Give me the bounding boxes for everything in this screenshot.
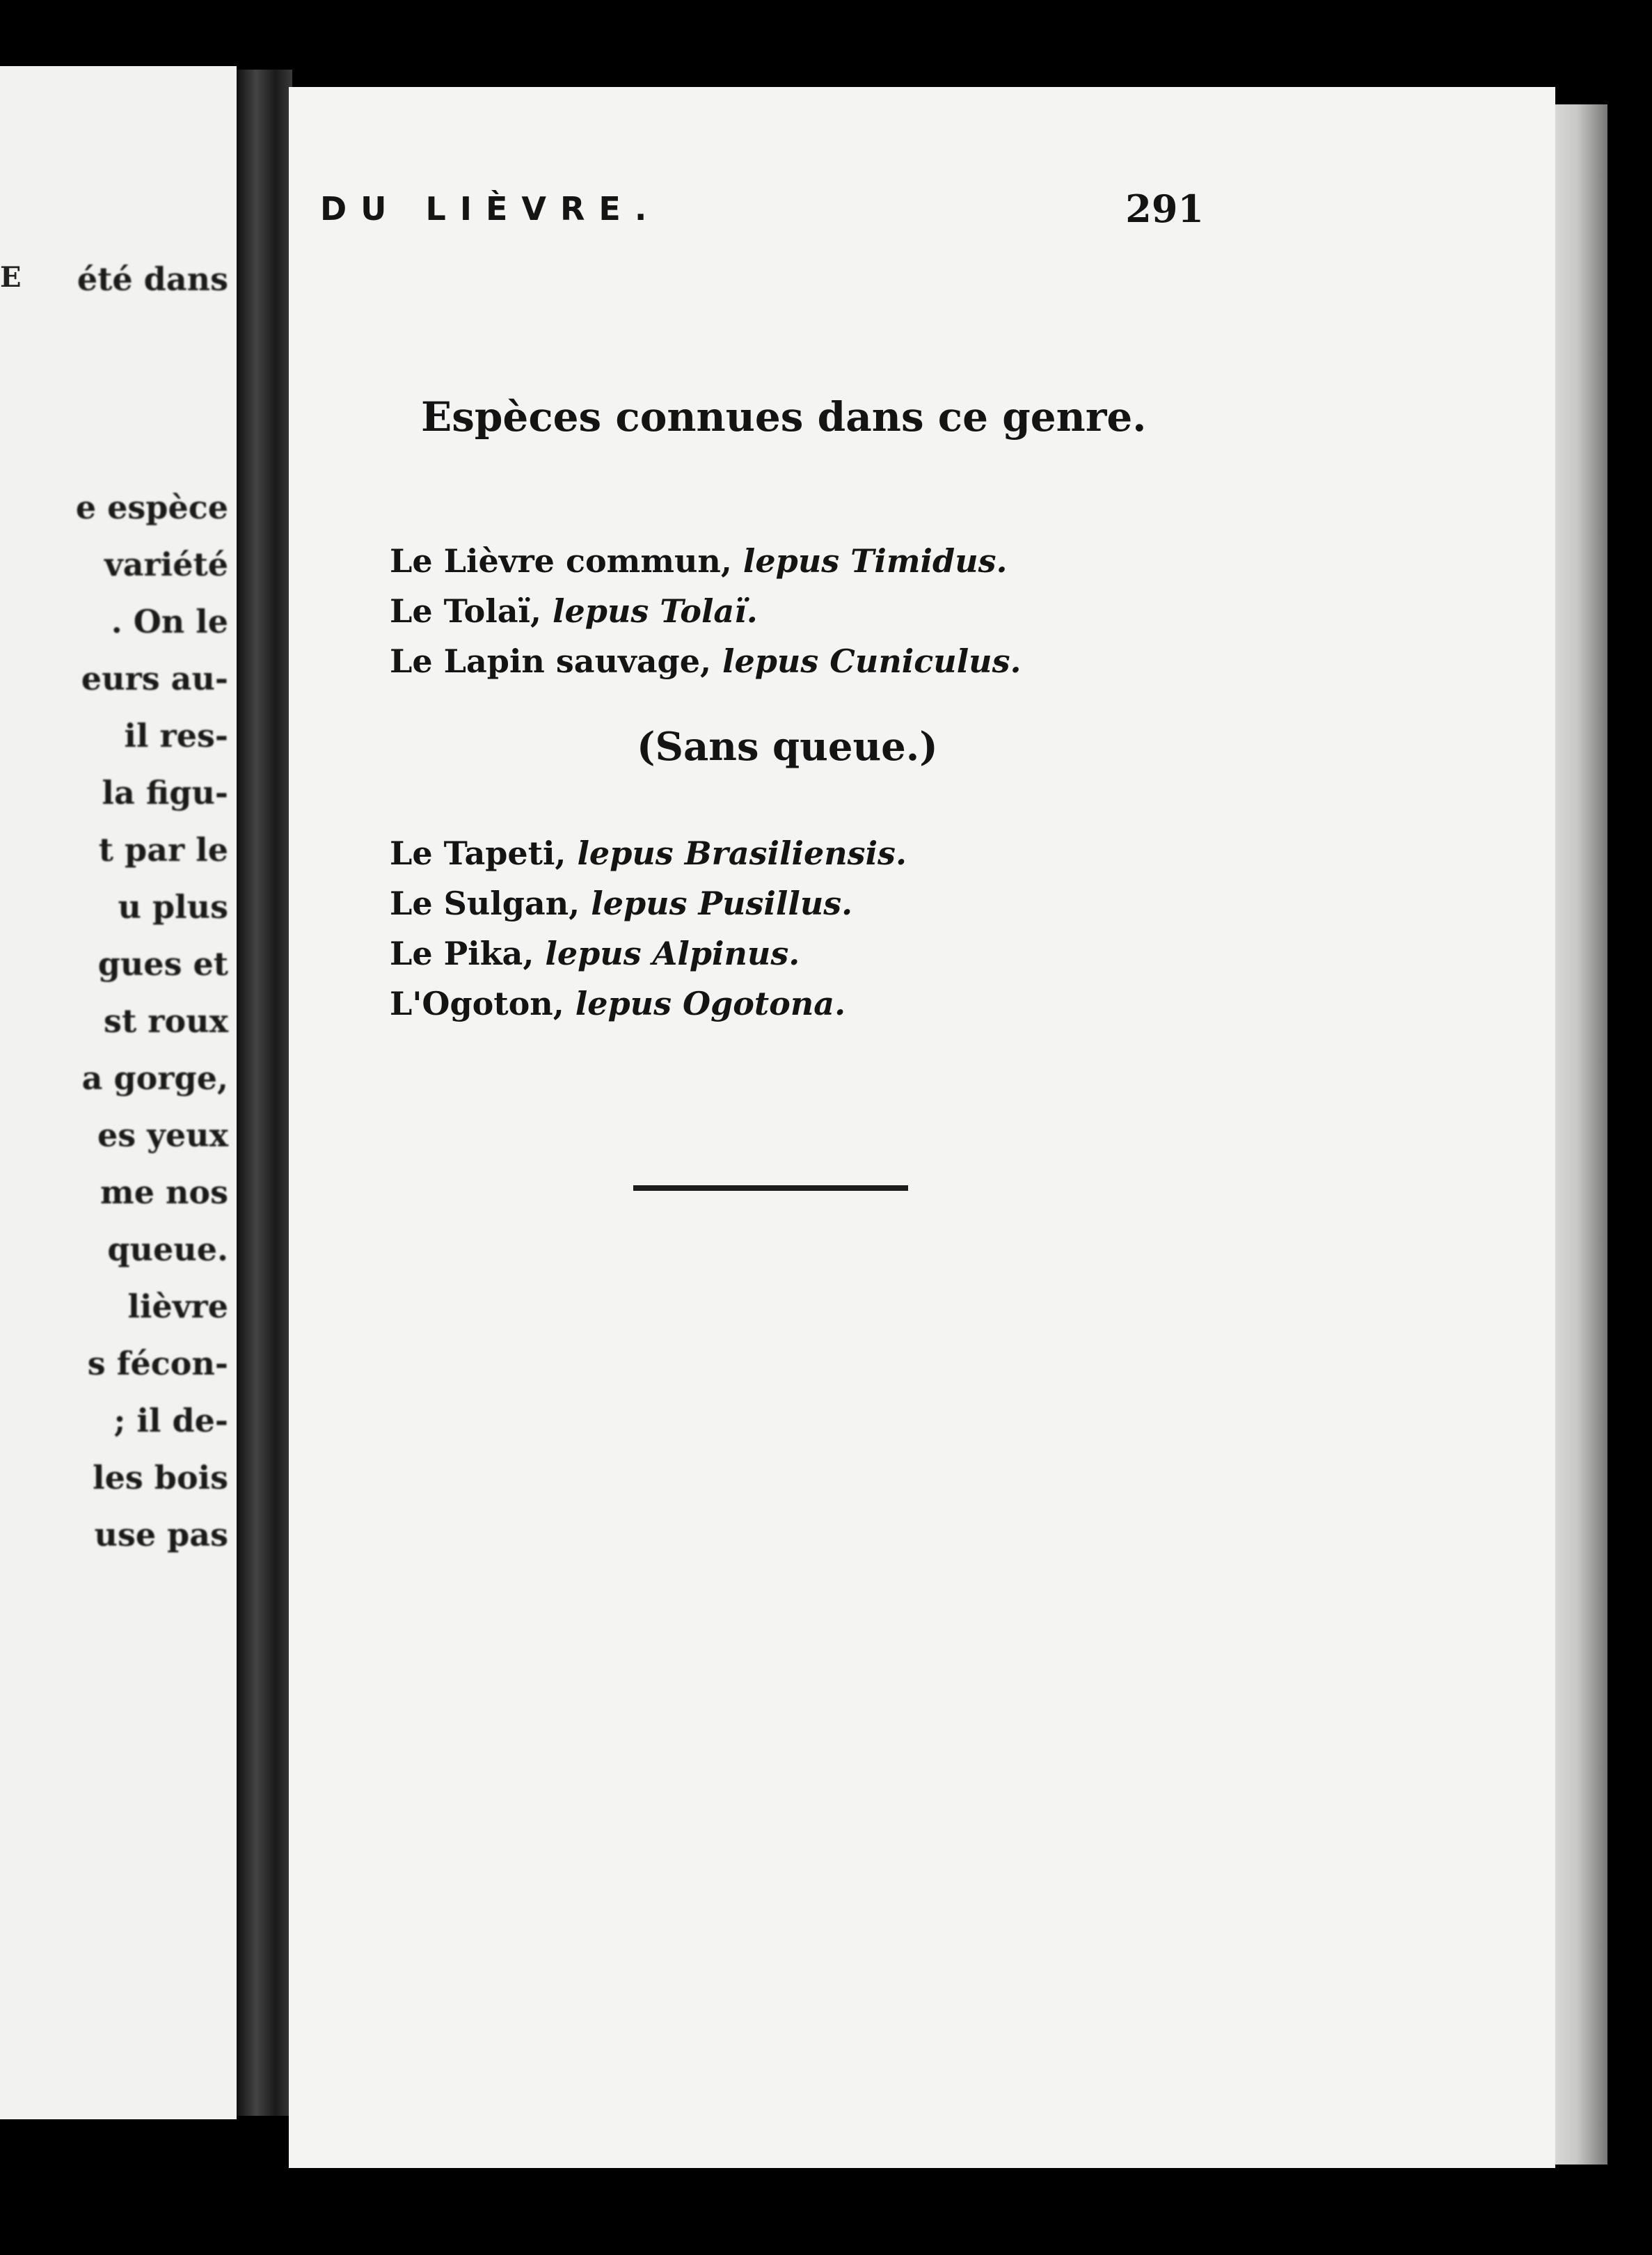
left-page-line	[76, 365, 228, 422]
page-number: 291	[1125, 187, 1204, 231]
species-common-name: Le Tapeti,	[390, 834, 578, 872]
left-page-line: t par le	[98, 831, 228, 869]
species-latin-name: lepus Brasiliensis.	[577, 834, 907, 872]
left-page-line: la figu-	[102, 774, 228, 812]
left-page-line: ; il de-	[113, 1402, 228, 1439]
left-page-header: E	[0, 261, 22, 294]
species-list	[390, 536, 1022, 686]
left-page-line: il res-	[124, 717, 228, 754]
left-page-line: u plus	[118, 888, 228, 926]
subheading-sans-queue: (Sans queue.)	[637, 724, 938, 770]
left-page-line: gues et	[97, 945, 228, 983]
left-page-line: e espèce	[75, 489, 228, 526]
species-common-name: Le Sulgan,	[390, 885, 591, 922]
left-page-line	[76, 422, 228, 479]
species-item	[390, 979, 907, 1029]
left-page-line: use pas	[94, 1516, 228, 1553]
facing-left-page	[0, 66, 237, 2119]
left-page-line: eurs au-	[81, 660, 228, 697]
left-page-line	[76, 308, 228, 365]
left-page-line: es yeux	[97, 1116, 228, 1154]
section-title: Espèces connues dans ce genre.	[421, 393, 1147, 441]
species-item	[390, 828, 907, 878]
closing-rule	[633, 1185, 908, 1191]
species-common-name: Le Lièvre commun,	[390, 542, 743, 580]
species-list	[390, 828, 907, 1029]
left-page-line: lièvre	[127, 1288, 228, 1325]
left-page-line: variété	[104, 546, 228, 583]
species-latin-name: lepus Pusillus.	[591, 885, 853, 922]
book-binding	[237, 70, 292, 2116]
species-common-name: L'Ogoton,	[390, 985, 575, 1022]
species-item	[390, 928, 907, 979]
species-latin-name: lepus Ogotona.	[575, 985, 846, 1022]
left-page-line: queue.	[107, 1231, 228, 1268]
left-page-line: me nos	[100, 1173, 228, 1211]
left-page-line: a gorge,	[81, 1059, 228, 1097]
species-latin-name: lepus Timidus.	[742, 542, 1008, 580]
species-item	[390, 878, 907, 928]
species-common-name: Le Lapin sauvage,	[390, 642, 723, 680]
species-latin-name: lepus Cuniculus.	[722, 642, 1022, 680]
running-head-title: DU LIÈVRE.	[320, 190, 661, 228]
left-page-line: s fécon-	[87, 1345, 228, 1382]
left-page-line: les bois	[93, 1459, 228, 1496]
species-item	[390, 536, 1022, 586]
species-latin-name: lepus Tolaï.	[553, 592, 758, 630]
species-common-name: Le Pika,	[390, 935, 546, 972]
left-page-line: . On le	[111, 603, 228, 640]
species-common-name: Le Tolaï,	[390, 592, 553, 630]
running-head	[320, 184, 1204, 233]
species-item	[390, 636, 1022, 686]
left-page-text	[76, 251, 228, 1563]
species-item	[390, 586, 1022, 636]
left-page-line: été dans	[77, 260, 228, 298]
species-latin-name: lepus Alpinus.	[545, 935, 800, 972]
left-page-line: st roux	[104, 1002, 228, 1040]
